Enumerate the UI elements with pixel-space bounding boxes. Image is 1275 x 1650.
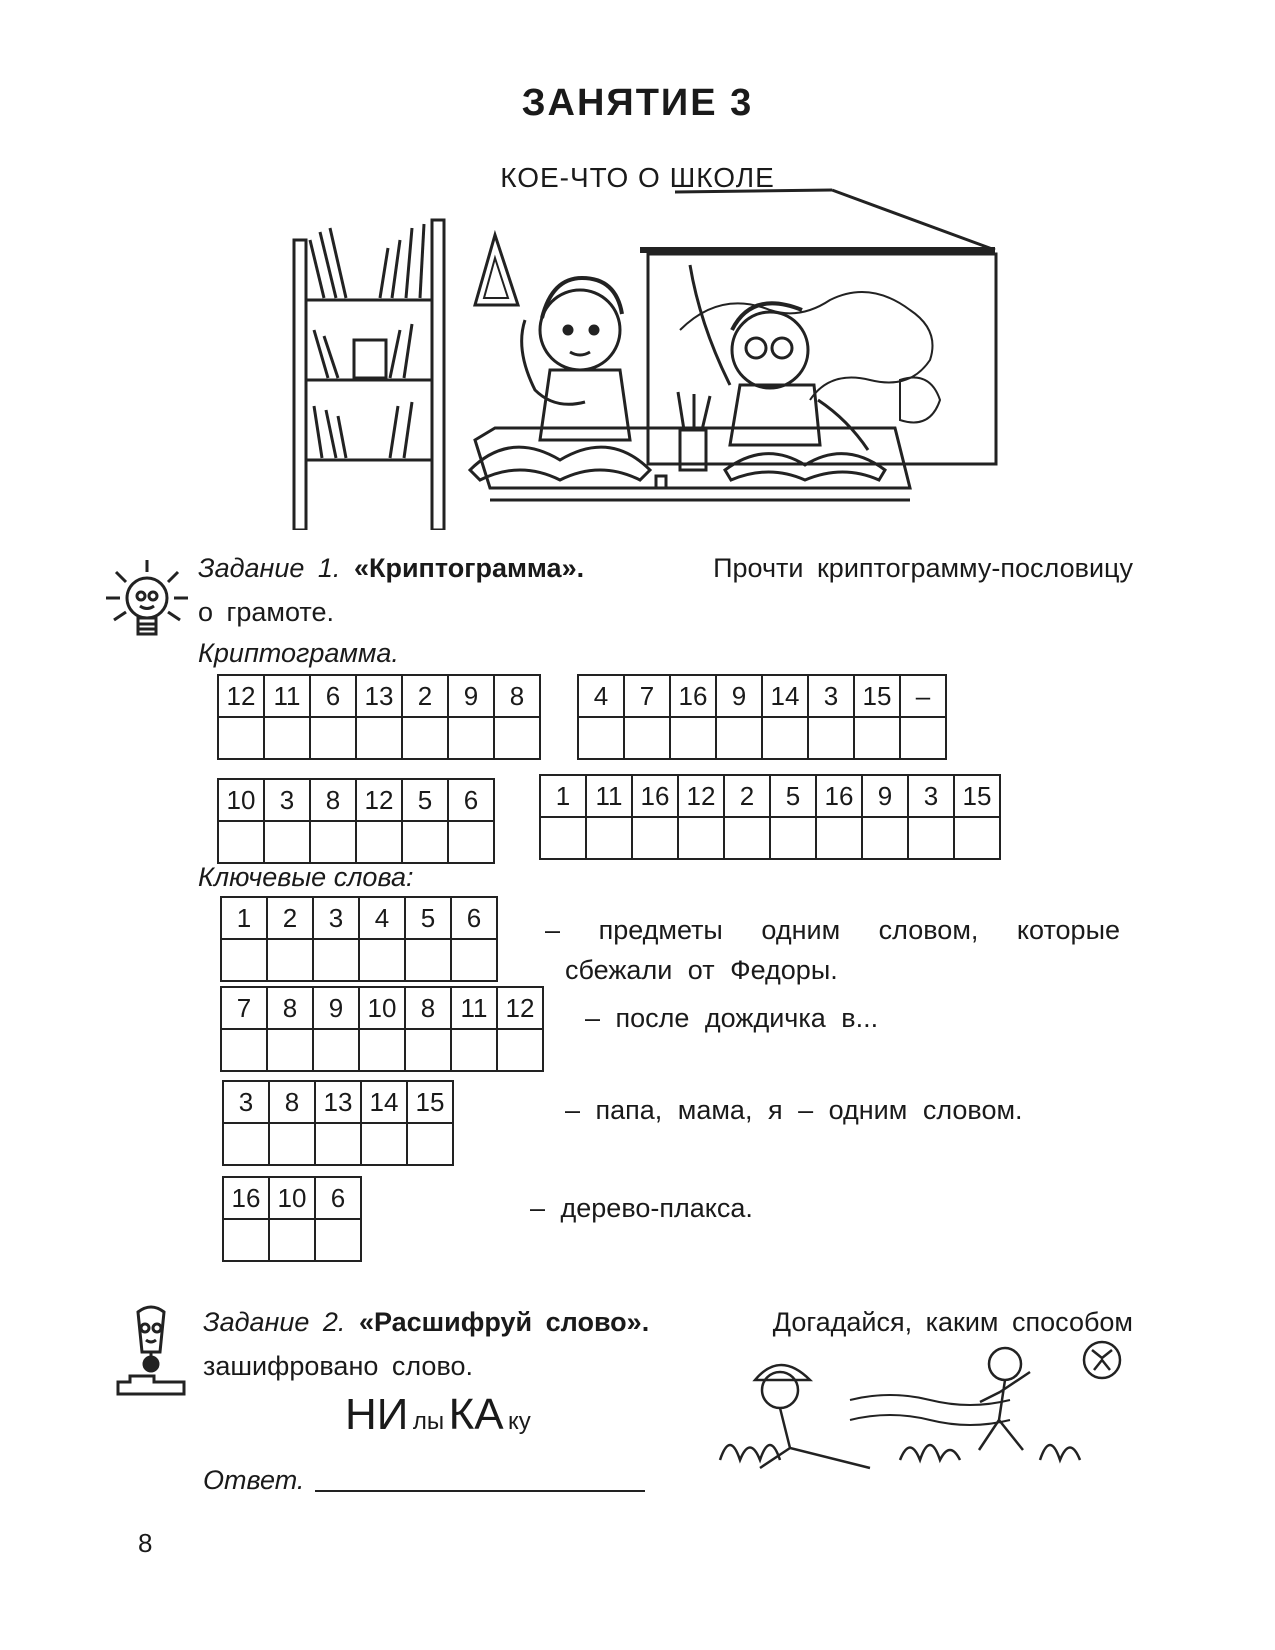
- grid-number-cell: 14: [361, 1081, 407, 1123]
- grid-answer-cell[interactable]: [862, 817, 908, 859]
- cipher-part-2: лы: [412, 1408, 445, 1435]
- grid-number-cell: 15: [407, 1081, 453, 1123]
- cipher-part-3: КА: [448, 1390, 504, 1439]
- grid-answer-cell[interactable]: [315, 1219, 361, 1261]
- cipher-word: [345, 1390, 531, 1440]
- grid-number-cell: 4: [359, 897, 405, 939]
- grid-number-cell: 6: [310, 675, 356, 717]
- kids-playing-illustration: [700, 1340, 1140, 1490]
- grid-number-cell: 12: [218, 675, 264, 717]
- grid-answer-cell[interactable]: [900, 717, 946, 759]
- grid-answer-cell[interactable]: [359, 1029, 405, 1071]
- grid-number-cell: 9: [862, 775, 908, 817]
- grid-answer-cell[interactable]: [854, 717, 900, 759]
- grid-answer-cell[interactable]: [267, 939, 313, 981]
- task2-name: «Расшифруй слово».: [358, 1307, 650, 1337]
- keywords-label: Ключевые слова:: [198, 862, 414, 892]
- page-title: ЗАНЯТИЕ 3: [521, 82, 754, 124]
- grid-answer-cell[interactable]: [578, 717, 624, 759]
- grid-number-cell: 14: [762, 675, 808, 717]
- answer-label: Ответ.: [203, 1465, 305, 1495]
- grid-answer-cell[interactable]: [816, 817, 862, 859]
- task2-text-line2: зашифровано слово.: [203, 1351, 474, 1381]
- grid-number-cell: 1: [540, 775, 586, 817]
- grid-number-cell: 16: [223, 1177, 269, 1219]
- grid-answer-cell[interactable]: [310, 717, 356, 759]
- cryptogram-grid-2: [577, 674, 947, 760]
- grid-answer-cell[interactable]: [402, 717, 448, 759]
- grid-number-cell: 11: [586, 775, 632, 817]
- task1-name: «Криптограмма».: [353, 553, 585, 583]
- keyword-clue-3: – папа, мама, я – одним словом.: [565, 1095, 1023, 1125]
- grid-number-cell: 7: [221, 987, 267, 1029]
- grid-answer-cell[interactable]: [356, 717, 402, 759]
- grid-answer-cell[interactable]: [954, 817, 1000, 859]
- grid-answer-cell[interactable]: [405, 1029, 451, 1071]
- grid-number-cell: 16: [670, 675, 716, 717]
- grid-answer-cell[interactable]: [448, 717, 494, 759]
- grid-answer-cell[interactable]: [313, 1029, 359, 1071]
- grid-number-cell: 10: [218, 779, 264, 821]
- girl-illustration: [690, 265, 868, 450]
- bookshelf-illustration: [294, 220, 444, 530]
- keyword-clue-1: [545, 910, 1120, 990]
- pencil-character-icon: [116, 1302, 186, 1398]
- grid-answer-cell[interactable]: [908, 817, 954, 859]
- answer-line[interactable]: [315, 1488, 645, 1492]
- keyword-grid-2: [220, 986, 544, 1072]
- grid-number-cell: 5: [770, 775, 816, 817]
- cryptogram-grid-1: [217, 674, 541, 760]
- grid-number-cell: 8: [269, 1081, 315, 1123]
- grid-number-cell: 11: [451, 987, 497, 1029]
- grid-number-cell: 9: [448, 675, 494, 717]
- grid-answer-cell[interactable]: [494, 717, 540, 759]
- grid-answer-cell[interactable]: [267, 1029, 313, 1071]
- grid-number-cell: 7: [624, 675, 670, 717]
- task1-text: [198, 546, 1133, 634]
- grid-number-cell: 6: [315, 1177, 361, 1219]
- grid-number-cell: –: [900, 675, 946, 717]
- task2-label: Задание 2.: [203, 1307, 346, 1337]
- grid-number-cell: 3: [908, 775, 954, 817]
- grid-number-cell: 10: [269, 1177, 315, 1219]
- grid-answer-cell[interactable]: [770, 817, 816, 859]
- grid-number-cell: 11: [264, 675, 310, 717]
- grid-answer-cell[interactable]: [448, 821, 494, 863]
- grid-number-cell: 3: [313, 897, 359, 939]
- grid-number-cell: 9: [313, 987, 359, 1029]
- grid-answer-cell[interactable]: [264, 717, 310, 759]
- grid-number-cell: 8: [494, 675, 540, 717]
- grid-number-cell: 2: [724, 775, 770, 817]
- classroom-illustration: [280, 180, 1020, 530]
- cipher-part-1: НИ: [345, 1390, 409, 1439]
- grid-answer-cell[interactable]: [269, 1123, 315, 1165]
- boy-illustration: [522, 278, 630, 440]
- keyword-clue-1-line2: сбежали от Федоры.: [565, 955, 838, 985]
- keyword-clue-1-line1: – предметы одним словом, которые: [545, 915, 1120, 945]
- grid-number-cell: 3: [223, 1081, 269, 1123]
- grid-answer-cell[interactable]: [218, 821, 264, 863]
- grid-answer-cell[interactable]: [405, 939, 451, 981]
- grid-number-cell: 2: [267, 897, 313, 939]
- grid-answer-cell[interactable]: [359, 939, 405, 981]
- grid-number-cell: 12: [497, 987, 543, 1029]
- grid-answer-cell[interactable]: [716, 717, 762, 759]
- task1-text-line2: о грамоте.: [198, 597, 334, 627]
- grid-number-cell: 4: [578, 675, 624, 717]
- grid-number-cell: 13: [315, 1081, 361, 1123]
- grid-number-cell: 8: [267, 987, 313, 1029]
- grid-answer-cell[interactable]: [402, 821, 448, 863]
- grid-number-cell: 2: [402, 675, 448, 717]
- grid-number-cell: 8: [405, 987, 451, 1029]
- grid-answer-cell[interactable]: [313, 939, 359, 981]
- grid-answer-cell[interactable]: [221, 939, 267, 981]
- grid-number-cell: 12: [356, 779, 402, 821]
- keyword-clue-2: – после дождичка в...: [585, 1003, 879, 1033]
- grid-number-cell: 9: [716, 675, 762, 717]
- grid-number-cell: 5: [402, 779, 448, 821]
- grid-answer-cell[interactable]: [678, 817, 724, 859]
- grid-number-cell: 8: [310, 779, 356, 821]
- grid-answer-cell[interactable]: [670, 717, 716, 759]
- grid-number-cell: 15: [954, 775, 1000, 817]
- desk-illustration: [470, 392, 910, 500]
- grid-number-cell: 5: [405, 897, 451, 939]
- grid-answer-cell[interactable]: [315, 1123, 361, 1165]
- keyword-clue-4: – дерево-плакса.: [530, 1193, 753, 1223]
- grid-number-cell: 6: [448, 779, 494, 821]
- grid-answer-cell[interactable]: [624, 717, 670, 759]
- keyword-grid-3: [222, 1080, 454, 1166]
- grid-number-cell: 3: [808, 675, 854, 717]
- grid-answer-cell[interactable]: [497, 1029, 543, 1071]
- grid-number-cell: 15: [854, 675, 900, 717]
- grid-answer-cell[interactable]: [264, 821, 310, 863]
- cryptogram-grid-3: [217, 778, 495, 864]
- grid-number-cell: 16: [816, 775, 862, 817]
- grid-answer-cell[interactable]: [451, 1029, 497, 1071]
- keyword-grid-1: [220, 896, 498, 982]
- grid-answer-cell[interactable]: [221, 1029, 267, 1071]
- page-subtitle: КОЕ-ЧТО О ШКОЛЕ: [500, 162, 775, 193]
- grid-answer-cell[interactable]: [724, 817, 770, 859]
- grid-answer-cell[interactable]: [223, 1219, 269, 1261]
- page-number: 8: [138, 1528, 153, 1558]
- cipher-part-4: ку: [508, 1408, 531, 1435]
- task1-text-line1: Прочти криптограмму-пословицу: [713, 553, 1133, 583]
- grid-answer-cell[interactable]: [808, 717, 854, 759]
- grid-answer-cell[interactable]: [451, 939, 497, 981]
- grid-number-cell: 12: [678, 775, 724, 817]
- grid-number-cell: 10: [359, 987, 405, 1029]
- keyword-grid-4: [222, 1176, 362, 1262]
- task2-text-line1: Догадайся, каким способом: [772, 1307, 1133, 1337]
- cryptogram-grid-4: [539, 774, 1001, 860]
- grid-answer-cell[interactable]: [223, 1123, 269, 1165]
- grid-answer-cell[interactable]: [632, 817, 678, 859]
- task1-label: Задание 1.: [198, 553, 341, 583]
- grid-answer-cell[interactable]: [540, 817, 586, 859]
- grid-answer-cell[interactable]: [762, 717, 808, 759]
- lightbulb-icon: [104, 556, 190, 646]
- grid-answer-cell[interactable]: [361, 1123, 407, 1165]
- grid-answer-cell[interactable]: [218, 717, 264, 759]
- grid-answer-cell[interactable]: [407, 1123, 453, 1165]
- grid-number-cell: 6: [451, 897, 497, 939]
- grid-number-cell: 1: [221, 897, 267, 939]
- grid-answer-cell[interactable]: [269, 1219, 315, 1261]
- grid-number-cell: 3: [264, 779, 310, 821]
- grid-answer-cell[interactable]: [586, 817, 632, 859]
- grid-number-cell: 16: [632, 775, 678, 817]
- grid-answer-cell[interactable]: [310, 821, 356, 863]
- grid-number-cell: 13: [356, 675, 402, 717]
- grid-answer-cell[interactable]: [356, 821, 402, 863]
- cryptogram-label: Криптограмма.: [198, 638, 399, 668]
